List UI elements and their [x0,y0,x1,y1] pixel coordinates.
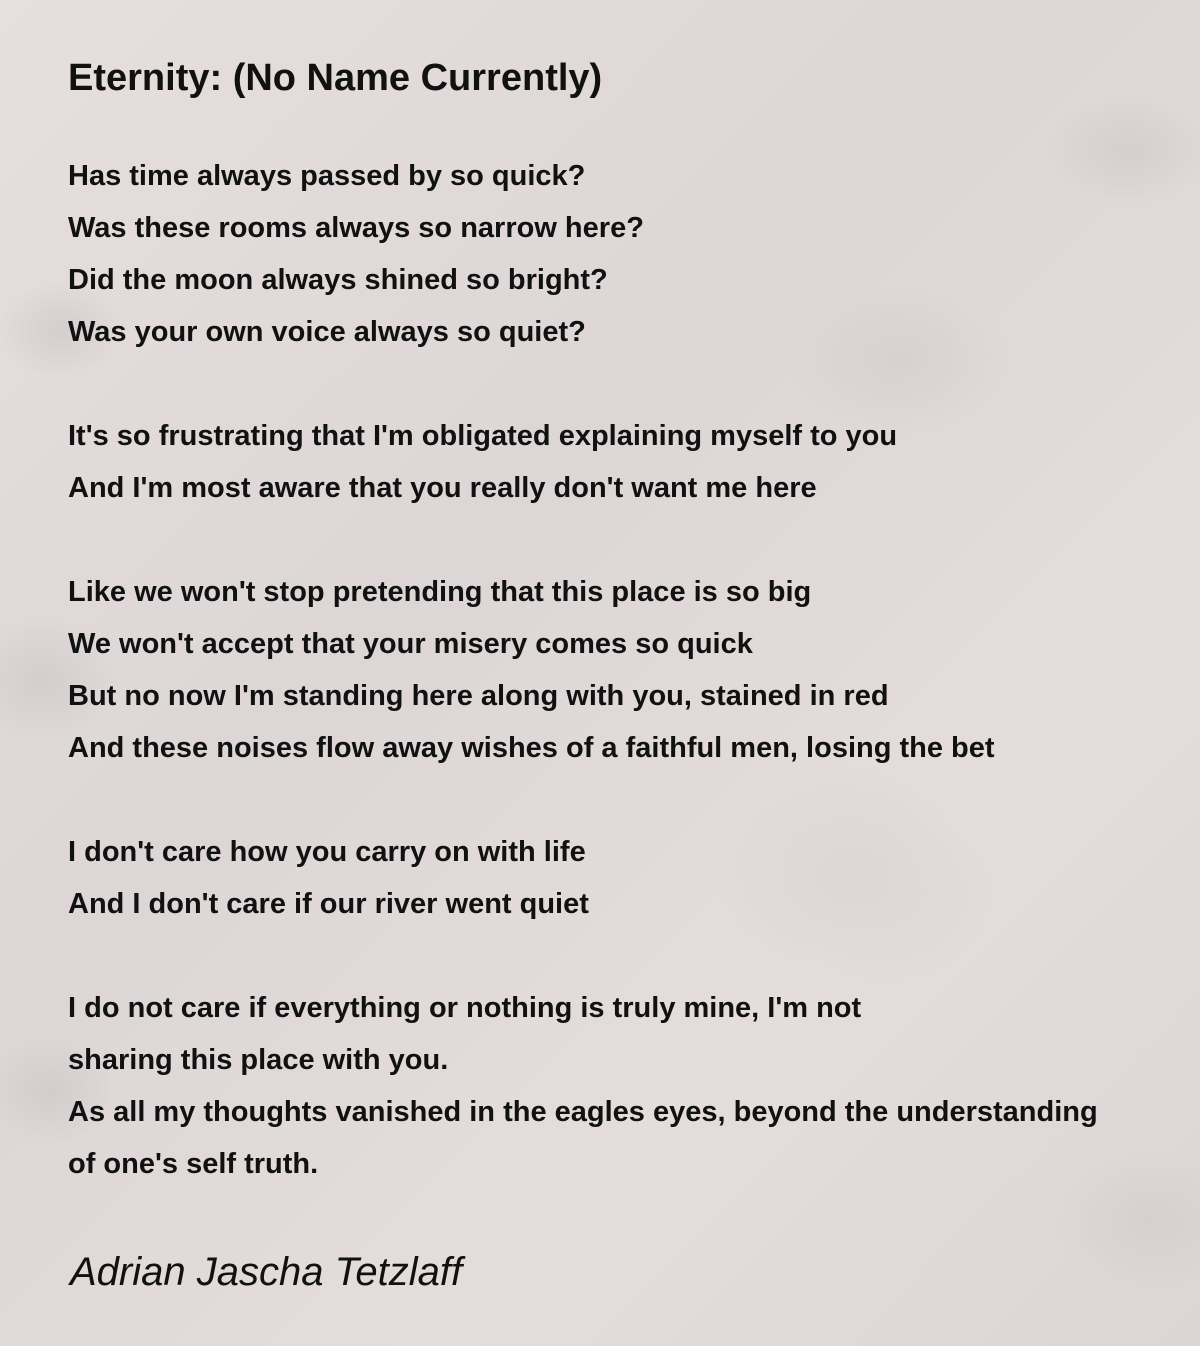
poem-line: It's so frustrating that I'm obligated explaining myself to you [68,420,898,452]
poem-line: As all my thoughts vanished in the eagles eyes, beyond the understanding [68,1096,1098,1128]
poem-line: sharing this place with you. [68,1044,449,1076]
poem-line: Was these rooms always so narrow here? [68,212,644,244]
poem-line: of one's self truth. [68,1148,319,1180]
poem-author: Adrian Jascha Tetzlaff [70,1250,463,1294]
poem-line: And I don't care if our river went quiet [68,888,589,920]
poem-line: But no now I'm standing here along with you, stained in red [68,680,889,712]
poem-line: We won't accept that your misery comes so quick [68,628,753,660]
poem-body [68,150,1200,1190]
stanza-1 [68,150,1200,358]
poem-line: Did the moon always shined so bright? [68,264,608,296]
stanza-3 [68,566,1200,774]
poem-line: And I'm most aware that you really don't want me here [68,472,817,504]
poem-line: Was your own voice always so quiet? [68,316,586,348]
stanza-5 [68,982,1200,1190]
poem-title: Eternity: (No Name Currently) [68,57,603,99]
poem-line: I don't care how you carry on with life [68,836,586,868]
poem-line: Like we won't stop pretending that this place is so big [68,576,812,608]
poem-line: Has time always passed by so quick? [68,160,586,192]
poem-line: I do not care if everything or nothing is truly mine, I'm not [68,992,862,1024]
stanza-4 [68,826,1200,930]
poem-content [68,52,1200,1242]
poem-line: And these noises flow away wishes of a faithful men, losing the bet [68,732,995,764]
stanza-2 [68,410,1200,514]
